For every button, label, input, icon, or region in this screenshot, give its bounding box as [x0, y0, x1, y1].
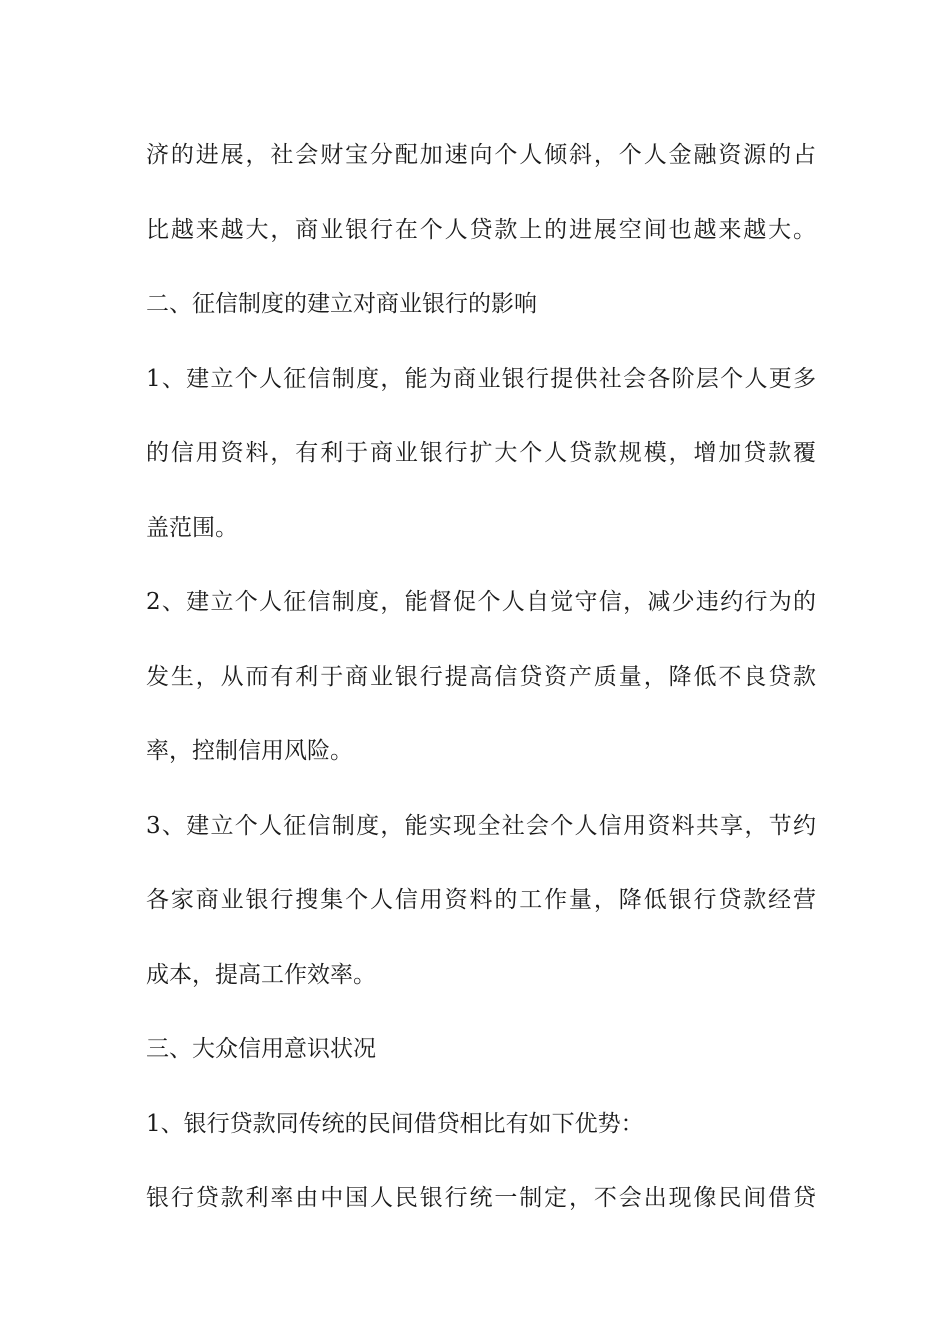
section-heading: 二、征信制度的建立对商业银行的影响	[146, 291, 537, 317]
paragraph-line: 成本，提高工作效率。	[146, 961, 376, 988]
paragraph-line: 盖范围。	[146, 514, 238, 541]
paragraph-line: 发生，从而有利于商业银行提高信贷资产质量，降低不良贷款	[146, 663, 816, 690]
paragraph-line: 1、银行贷款同传统的民间借贷相比有如下优势：	[146, 1110, 644, 1137]
paragraph-line: 2、建立个人征信制度，能督促个人自觉守信，减少违约行为的	[146, 589, 816, 615]
paragraph-line: 各家商业银行搜集个人信用资料的工作量，降低银行贷款经营	[146, 887, 816, 913]
paragraph-line: 1、建立个人征信制度，能为商业银行提供社会各阶层个人更多	[146, 365, 816, 392]
paragraph-line: 银行贷款利率由中国人民银行统一制定，不会出现像民间借贷	[146, 1185, 816, 1211]
section-heading: 三、大众信用意识状况	[146, 1036, 376, 1062]
document-body	[146, 132, 816, 1250]
paragraph-line: 济的进展，社会财宝分配加速向个人倾斜，个人金融资源的占	[146, 142, 816, 168]
paragraph-line: 率，控制信用风险。	[146, 738, 353, 764]
paragraph-line: 的信用资料，有利于商业银行扩大个人贷款规模，增加贷款覆	[146, 440, 816, 466]
paragraph-line: 比越来越大，商业银行在个人贷款上的进展空间也越来越大。	[146, 216, 816, 243]
paragraph-line: 3、建立个人征信制度，能实现全社会个人信用资料共享，节约	[146, 812, 816, 839]
